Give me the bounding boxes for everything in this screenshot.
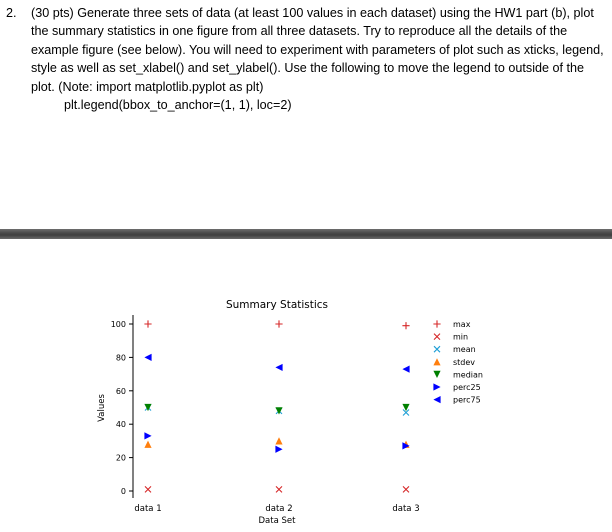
- y-tick-label: 80: [115, 353, 126, 363]
- x-tick-label: data 3: [392, 504, 420, 514]
- legend-marker-mean: [434, 346, 440, 352]
- x-axis-label: Data Set: [258, 516, 296, 526]
- point-perc75: [402, 365, 409, 372]
- legend-label-mean: mean: [453, 345, 476, 355]
- x-tick-label: data 1: [134, 504, 162, 514]
- legend-marker-min: [434, 334, 440, 340]
- y-tick-label: 0: [120, 487, 126, 496]
- point-perc25: [144, 432, 151, 439]
- point-min: [403, 486, 409, 492]
- code-snippet: plt.legend(bbox_to_anchor=(1, 1), loc=2): [64, 98, 292, 112]
- point-min: [145, 486, 151, 492]
- legend-label-perc25: perc25: [453, 383, 481, 392]
- legend-label-min: min: [453, 332, 469, 342]
- legend-marker-median: [433, 371, 440, 378]
- legend-label-median: median: [453, 370, 483, 380]
- question-text: (30 pts) Generate three sets of data (at least 100 values in each dataset) using the HW1 part (b), plot the summary statistics in one figure from all three datasets. Try to reproduce all the details of the example figure (see below). You will need to experiment with parameters of plot such as xticks, legend, style as well as set_xlabel() and set_ylabel(). Use the following to move the legend to outside of the plot. (Note: import matplotlib.pyplot as plt): [31, 6, 604, 94]
- y-tick-label: 20: [115, 453, 126, 463]
- y-tick-label: 40: [115, 420, 126, 430]
- point-max: [144, 320, 151, 327]
- legend-label-max: max: [453, 320, 471, 329]
- y-tick-label: 100: [110, 320, 126, 329]
- legend-marker-stdev: [433, 358, 440, 365]
- point-perc75: [275, 364, 282, 371]
- y-tick-label: 60: [115, 386, 126, 396]
- y-axis-label: Values: [97, 394, 107, 422]
- x-tick-label: data 2: [265, 504, 293, 514]
- divider-bar: [0, 229, 612, 239]
- point-max: [402, 322, 409, 329]
- legend-marker-perc75: [433, 396, 440, 403]
- point-max: [275, 320, 282, 327]
- summary-statistics-chart: [0, 240, 612, 532]
- chart-title: Summary Statistics: [225, 299, 329, 311]
- legend-marker-max: [433, 320, 440, 327]
- point-perc75: [144, 354, 151, 361]
- question-number: 2.: [6, 6, 17, 20]
- point-stdev: [144, 441, 151, 448]
- point-perc25: [275, 446, 282, 453]
- point-stdev: [275, 437, 282, 444]
- legend-marker-perc25: [433, 383, 440, 390]
- legend-label-stdev: stdev: [453, 357, 476, 367]
- point-min: [276, 486, 282, 492]
- legend-label-perc75: perc75: [453, 395, 481, 405]
